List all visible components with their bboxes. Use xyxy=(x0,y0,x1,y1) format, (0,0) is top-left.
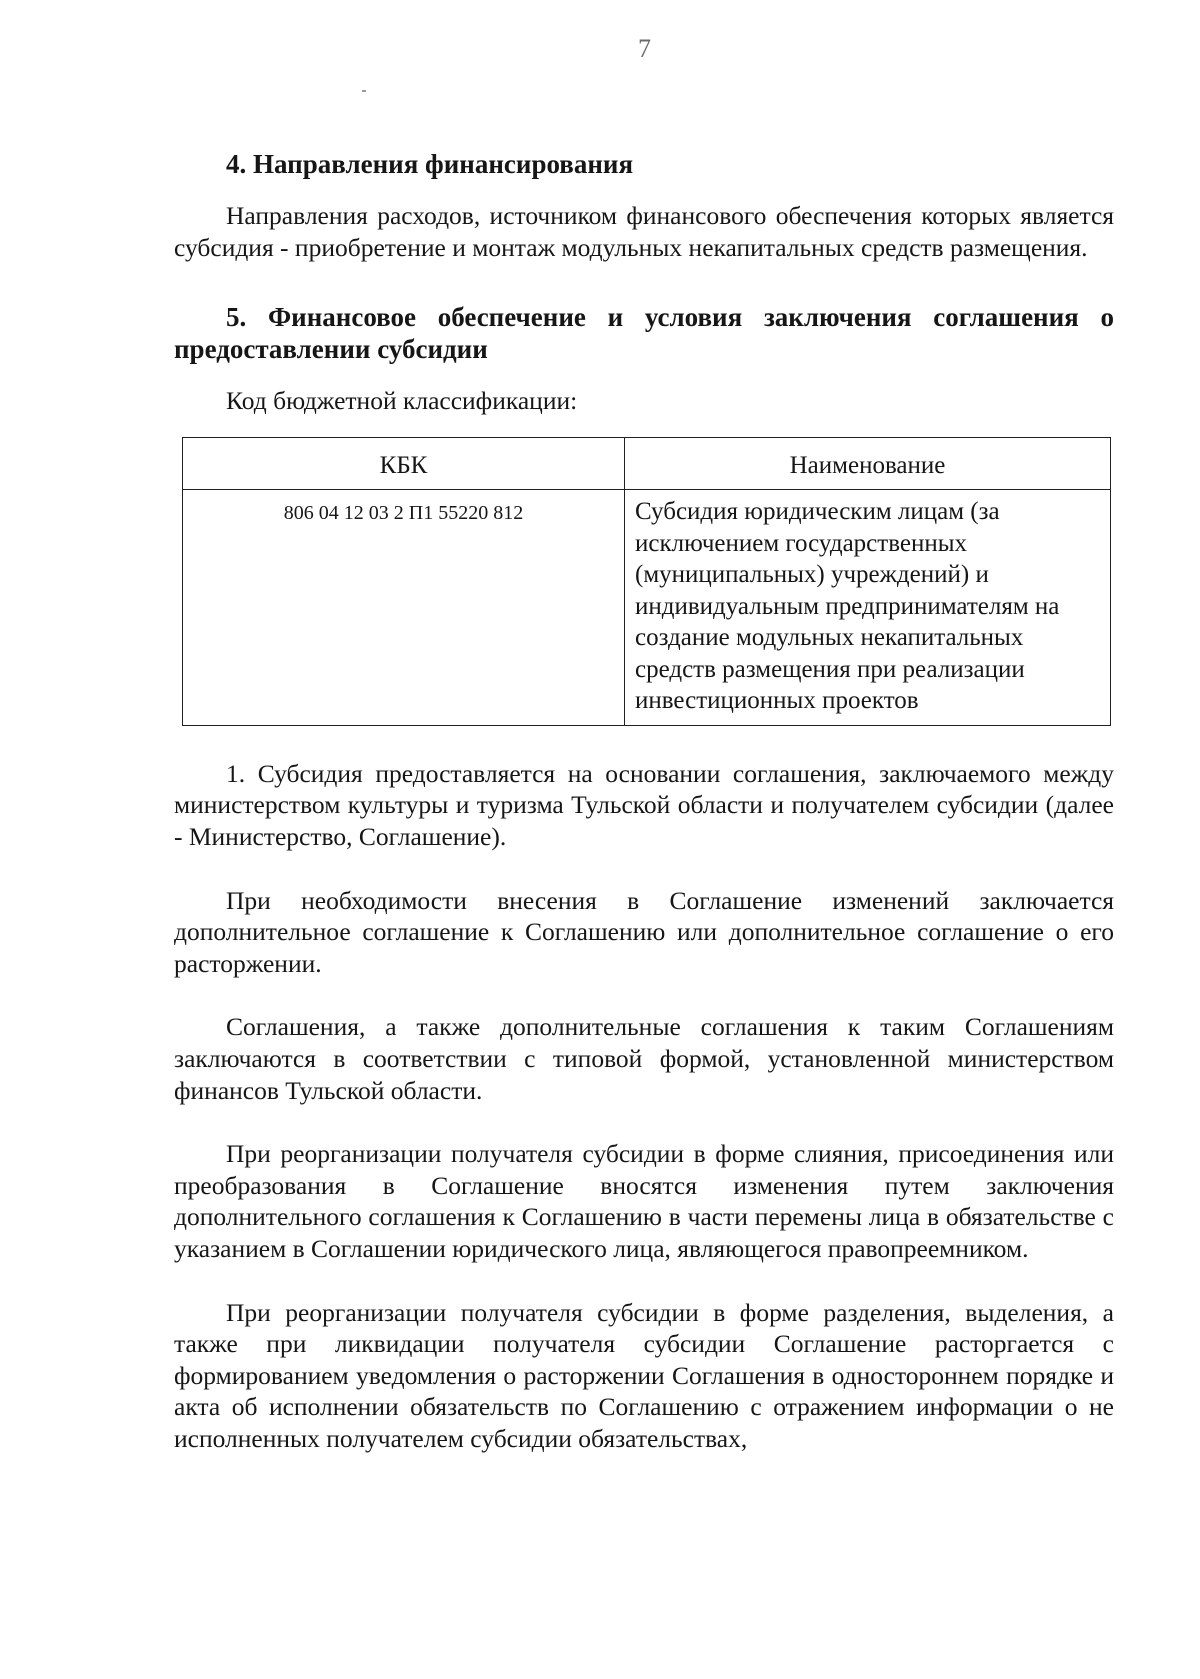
table-row xyxy=(183,490,1111,726)
scan-speck xyxy=(362,90,366,92)
document-body xyxy=(174,148,1114,1454)
kbk-code-cell: 806 04 12 03 2 П1 55220 812 xyxy=(183,490,625,726)
section-4-heading: 4. Направления финансирования xyxy=(226,149,634,179)
kbk-table-header-row xyxy=(183,437,1111,490)
kbk-label: Код бюджетной классификации: xyxy=(226,386,578,416)
paragraph-amendments: При необходимости внесения в Соглашение изменений заключается дополнительное соглашение к Соглашению или дополнительное соглашение о его расторжении. xyxy=(174,885,1114,978)
section-4-paragraph: Направления расходов, источником финансового обеспечения которых является субсидия - приобретение и монтаж модульных некапитальных средств размещения. xyxy=(174,201,1114,262)
paragraph-reorganization-merger: При реорганизации получателя субсидии в форме слияния, присоединения или преобразования в Соглашение вносятся изменения путем заключения дополнительного соглашения к Соглашению в части перемены лица в обязательстве с указанием в Соглашении юридического лица, являющегося правопреемником. xyxy=(174,1139,1114,1263)
paragraph-reorganization-division: При реорганизации получателя субсидии в форме разделения, выделения, а также при ликвидации получателя субсидии Соглашение расторгается с формированием уведомления о расторжении Соглашения в одностороннем порядке и акта об исполнении обязательств по Соглашению с отражением информации о не исполненных получателем субсидии обязательствах, xyxy=(174,1297,1114,1453)
section-5-heading: 5. Финансовое обеспечение и условия заключения соглашения о предоставлении субсидии xyxy=(174,302,1114,365)
kbk-name-cell: Субсидия юридическим лицам (за исключением государственных (муниципальных) учреждений) и индивидуальным предпринимателям на создание модульных некапитальных средств размещения при реализации инвестиционных проектов xyxy=(625,490,1111,726)
page-number: 7 xyxy=(638,34,651,63)
kbk-table xyxy=(182,437,1111,726)
kbk-header-code: КБК xyxy=(183,437,625,490)
paragraph-standard-form: Соглашения, а также дополнительные соглашения к таким Соглашениям заключаются в соответствии с типовой формой, установленной министерством финансов Тульской области. xyxy=(174,1012,1114,1105)
paragraph-agreement-basis: 1. Субсидия предоставляется на основании соглашения, заключаемого между министерством культуры и туризма Тульской области и получателем субсидии (далее - Министерство, Соглашение). xyxy=(174,758,1114,851)
kbk-header-name: Наименование xyxy=(625,437,1111,490)
